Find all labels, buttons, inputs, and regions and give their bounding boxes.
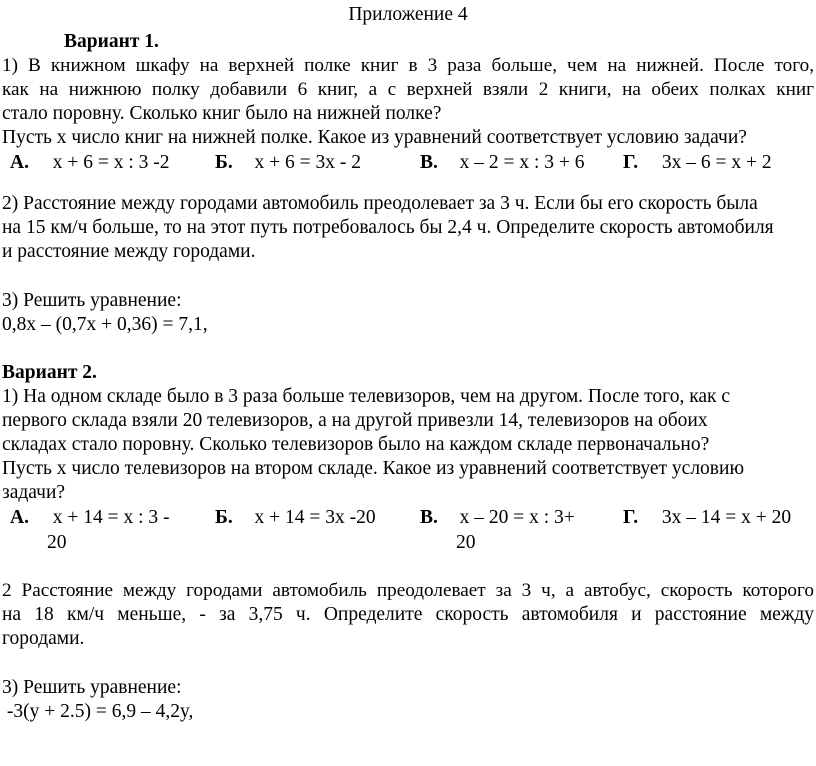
v2-option-d — [623, 506, 791, 530]
v2-task1-question-cont: задачи? — [2, 482, 66, 503]
option-letter: Б. — [215, 152, 233, 173]
option-equation: x + 6 = x : 3 -2 — [52, 152, 170, 173]
v2-option-b — [215, 506, 376, 530]
v2-task1-line: складах стало поровну. Сколько телевизоров было на каждом складе первоначально? — [2, 434, 710, 455]
v2-task3-line: 3) Решить уравнение: — [2, 677, 182, 698]
appendix-label: Приложение 4 — [348, 4, 468, 25]
option-equation: x – 2 = x : 3 + 6 — [459, 152, 585, 173]
v1-task3-line: 3) Решить уравнение: — [2, 290, 182, 311]
v1-task3-equation: 0,8x – (0,7x + 0,36) = 7,1, — [2, 314, 208, 335]
option-letter: Г. — [623, 152, 639, 173]
option-equation: 3x – 6 = x + 2 — [661, 152, 772, 173]
option-equation: x + 14 = 3x -20 — [254, 507, 376, 528]
option-letter: В. — [420, 507, 438, 528]
v2-option-a — [10, 506, 170, 530]
v2-task2-line: городами. — [2, 628, 85, 649]
v2-task3-equation: -3(y + 2.5) = 6,9 – 4,2y, — [2, 701, 194, 722]
v1-task1-line: стало поровну. Сколько книг было на нижней полке? — [2, 103, 442, 124]
option-letter: А. — [10, 507, 29, 528]
v2-task1-line: первого склада взяли 20 телевизоров, а на другой привезли 14, телевизоров на обоих — [2, 410, 708, 431]
option-equation: x + 6 = 3x - 2 — [254, 152, 362, 173]
v1-option-b — [215, 151, 361, 175]
v1-option-c — [420, 151, 585, 175]
option-letter: Г. — [623, 507, 639, 528]
option-equation: x – 20 = x : 3+ — [459, 507, 575, 528]
v1-task1-line: 1) В книжном шкафу на верхней полке книг в 3 раза больше, чем на нижней. После того, — [2, 55, 814, 76]
v2-option-c — [420, 506, 575, 530]
variant-2-title: Вариант 2. — [2, 362, 97, 383]
option-letter: А. — [10, 152, 29, 173]
option-letter: Б. — [215, 507, 233, 528]
v1-task2-line: и расстояние между городами. — [2, 241, 256, 262]
option-equation: 3x – 14 = x + 20 — [661, 507, 792, 528]
v1-option-a — [10, 151, 170, 175]
v2-task2-line: на 18 км/ч меньше, - за 3,75 ч. Определите скорость автомобиля и расстояние между — [2, 604, 814, 625]
v2-option-a-cont: 20 — [47, 532, 67, 553]
v1-task1-question: Пусть х число книг на нижней полке. Какое из уравнений соответствует условию задачи? — [2, 127, 747, 148]
v1-task2-line: 2) Расстояние между городами автомобиль преодолевает за 3 ч. Если бы его скорость была — [2, 193, 758, 214]
v2-option-c-cont: 20 — [456, 532, 476, 553]
v2-task2-line: 2 Расстояние между городами автомобиль преодолевает за 3 ч, а автобус, скорость которого — [2, 580, 814, 601]
v1-task1-line: как на нижнюю полку добавили 6 книг, а с верхней взяли 2 книги, на обеих полках книг — [2, 79, 814, 100]
v2-task1-line: 1) На одном складе было в 3 раза больше телевизоров, чем на другом. После того, как с — [2, 386, 731, 407]
v1-task2-line: на 15 км/ч больше, то на этот путь потребовалось бы 2,4 ч. Определите скорость автомобиля — [2, 217, 774, 238]
v1-option-d — [623, 151, 772, 175]
option-letter: В. — [420, 152, 438, 173]
variant-1-title: Вариант 1. — [64, 31, 159, 52]
v2-task1-question: Пусть х число телевизоров на втором складе. Какое из уравнений соответствует условию — [2, 458, 745, 479]
option-equation: x + 14 = x : 3 - — [52, 507, 170, 528]
